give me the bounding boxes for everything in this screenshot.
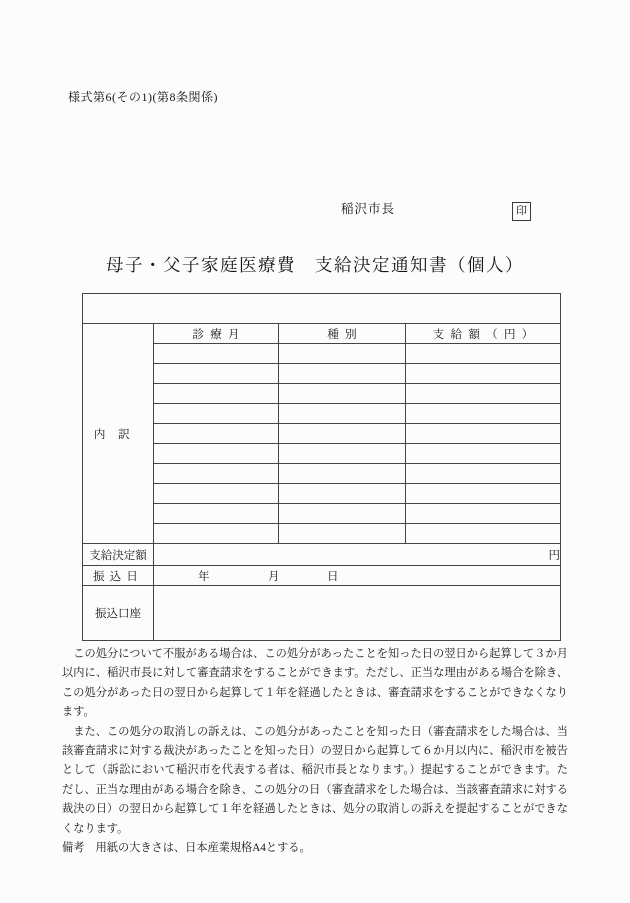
decision-amount-label: 支給決定額 [83, 544, 154, 566]
form-number: 様式第6(その1)(第8条関係) [68, 90, 218, 104]
breakdown-month-cell [154, 404, 279, 424]
remarks-line [62, 839, 568, 858]
payment-table [82, 293, 561, 641]
notes-section [62, 645, 568, 858]
breakdown-row [83, 344, 561, 364]
breakdown-month-cell [154, 524, 279, 544]
seal-mark: 印 [516, 205, 527, 217]
breakdown-month-cell [154, 464, 279, 484]
remarks-label: 備考 [62, 842, 85, 855]
mayor-label: 稲沢市長 [341, 202, 396, 216]
breakdown-amount-cell [406, 524, 561, 544]
breakdown-amount-cell [406, 444, 561, 464]
breakdown-category-cell [279, 464, 406, 484]
recipient-row [83, 294, 561, 324]
breakdown-row [83, 404, 561, 424]
transfer-date-label: 振込日 [83, 566, 154, 586]
transfer-date-row [83, 566, 561, 586]
recipient-cell [83, 294, 561, 324]
breakdown-category-cell [279, 424, 406, 444]
year-unit: 年 [198, 570, 210, 583]
transfer-account-row [83, 586, 561, 641]
seal-placeholder-box [512, 202, 531, 221]
breakdown-category-cell [279, 504, 406, 524]
breakdown-amount-cell [406, 404, 561, 424]
breakdown-month-cell [154, 344, 279, 364]
breakdown-amount-cell [406, 484, 561, 504]
transfer-date-value-cell [154, 566, 561, 586]
breakdown-row [83, 484, 561, 504]
payment-table-container [82, 293, 561, 641]
breakdown-amount-cell [406, 364, 561, 384]
breakdown-month-cell [154, 484, 279, 504]
breakdown-category-cell [279, 524, 406, 544]
yen-unit: 円 [548, 549, 560, 562]
page-title: 母子・父子家庭医療費 支給決定通知書（個人） [106, 255, 524, 275]
transfer-account-value-cell [154, 586, 561, 641]
breakdown-category-cell [279, 364, 406, 384]
breakdown-amount-cell [406, 504, 561, 524]
day-unit: 日 [327, 570, 339, 583]
lawsuit-paragraph: また、この処分の取消しの訴えは、この処分があったことを知った日（審査請求をした場合は、当該審査請求に対する裁決があったことを知った日）の翌日から起算して６か月以内に、稲沢市を被告として（訴訟において稲沢市を代表する者は、稲沢市長となります。）提起することができます。ただし、正当な理由がある場合を除き、この処分の日（審査請求をした場合は、当該審査請求に対する裁決の日）の翌日から起算して１年を経過したときは、処分の取消しの訴えを提起することができなくなります。 [62, 725, 568, 835]
breakdown-row [83, 444, 561, 464]
breakdown-amount-cell [406, 424, 561, 444]
breakdown-row [83, 464, 561, 484]
breakdown-month-cell [154, 384, 279, 404]
breakdown-category-cell [279, 444, 406, 464]
breakdown-row [83, 364, 561, 384]
header-category: 種別 [279, 324, 406, 344]
breakdown-category-cell [279, 344, 406, 364]
breakdown-month-cell [154, 444, 279, 464]
breakdown-amount-cell [406, 464, 561, 484]
breakdown-category-cell [279, 484, 406, 504]
decision-amount-row [83, 544, 561, 566]
breakdown-category-cell [279, 404, 406, 424]
breakdown-label-cell: 内訳 [83, 324, 154, 544]
header-treatment-month: 診療月 [154, 324, 279, 344]
breakdown-amount-cell [406, 384, 561, 404]
transfer-account-label: 振込口座 [83, 586, 154, 641]
breakdown-month-cell [154, 504, 279, 524]
breakdown-row [83, 504, 561, 524]
breakdown-month-cell [154, 364, 279, 384]
breakdown-amount-cell [406, 344, 561, 364]
table-header-row [83, 324, 561, 344]
breakdown-row [83, 524, 561, 544]
breakdown-category-cell [279, 384, 406, 404]
breakdown-row [83, 384, 561, 404]
breakdown-row [83, 424, 561, 444]
appeal-paragraph: この処分について不服がある場合は、この処分があったことを知った日の翌日から起算して３か月以内に、稲沢市長に対して審査請求をすることができます。ただし、正当な理由がある場合を除き、この処分があった日の翌日から起算して１年を経過したときは、審査請求をすることができなくなります。 [62, 648, 568, 719]
month-unit: 月 [268, 570, 280, 583]
breakdown-month-cell [154, 424, 279, 444]
remarks-text: 用紙の大きさは、日本産業規格A4とする。 [95, 842, 311, 855]
header-amount: 支給額（円） [406, 324, 561, 344]
decision-amount-value-cell [154, 544, 561, 566]
